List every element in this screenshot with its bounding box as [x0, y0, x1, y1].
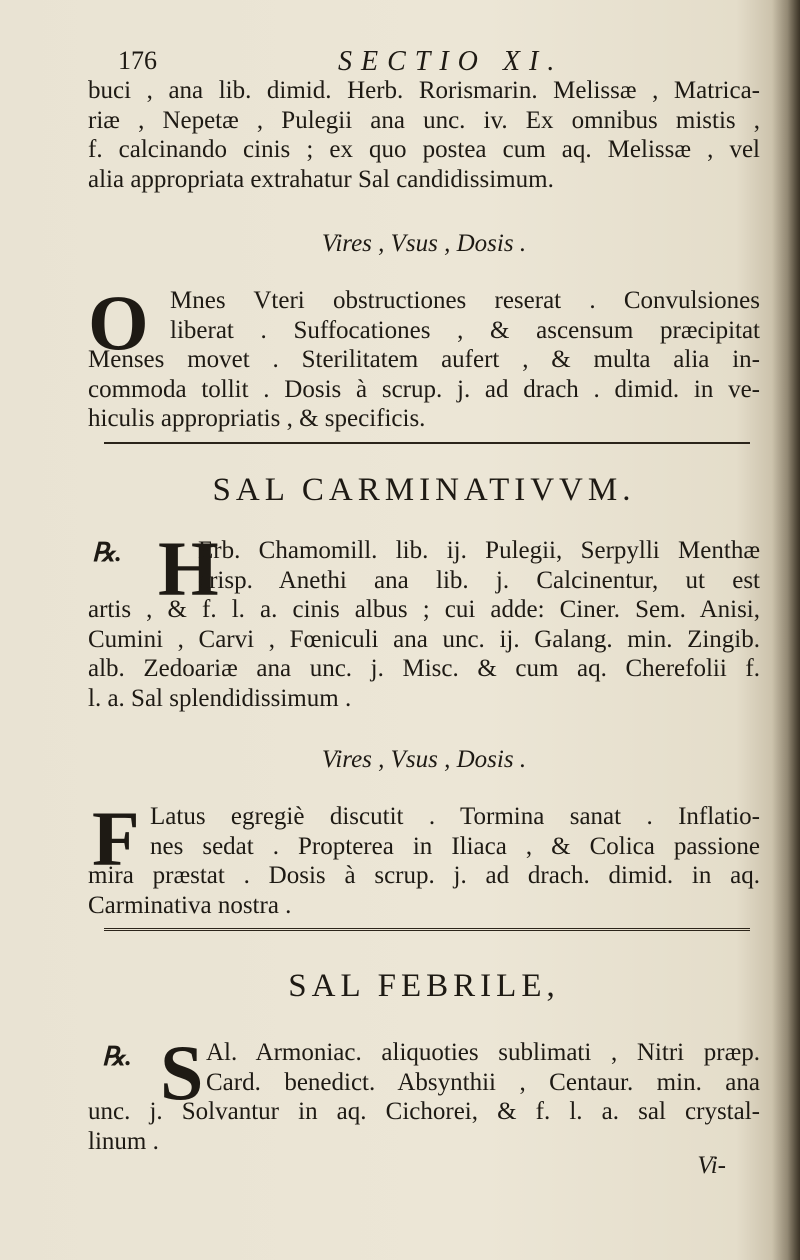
text-line: linum . [88, 1127, 159, 1155]
carminativum-vires-paragraph [88, 795, 760, 920]
recipe-sign: ℞. [102, 1042, 132, 1071]
text-line: unc. j. Solvantur in aq. Cichorei, & f. l. a. sal crystal- [88, 1098, 760, 1126]
section-subhead: Vires , Vsus , Dosis . [321, 746, 527, 773]
carminativum-recipe [88, 536, 760, 714]
catchword: Vi- [697, 1152, 726, 1179]
text-line: alb. Zedoariæ ana unc. j. Misc. & cum aq. Cherefolii f. [88, 655, 760, 683]
drop-cap: F [92, 795, 140, 882]
text-line: alia appropriata extrahatur Sal candidissimum. [88, 165, 554, 193]
section-divider [104, 928, 750, 933]
text-line: commoda tollit . Dosis à scrup. j. ad drach . dimid. in ve- [88, 375, 760, 403]
page-number: 176 [118, 46, 157, 75]
text-line: crisp. Anethi ana lib. j. Calcinentur, ut est [198, 566, 760, 594]
text-line: Erb. Chamomill. lib. ij. Pulegii, Serpylli Menthæ [198, 537, 760, 564]
recipe-sign: ℞. [92, 538, 122, 567]
drop-cap: H [158, 525, 219, 612]
text-line: Mnes Vteri obstructiones reserat . Convulsiones [170, 287, 760, 314]
text-line: nes sedat . Propterea in Iliaca , & Colica passione [150, 832, 760, 860]
section-subhead: Vires , Vsus , Dosis . [321, 230, 527, 257]
text-line: Cumini , Carvi , Fœniculi ana unc. ij. Galang. min. Zingib. [88, 625, 760, 653]
section-title: SAL CARMINATIVVM. [212, 472, 636, 508]
text-line: mira præstat . Dosis à scrup. j. ad drach. dimid. in aq. [88, 862, 760, 890]
text-line: buci , ana lib. dimid. Herb. Rorismarin. Melissæ , Matrica- [88, 77, 760, 104]
text-line: Card. benedict. Absynthii , Centaur. min. ana [206, 1068, 760, 1096]
section-divider [104, 442, 750, 444]
section-title: SAL FEBRILE, [288, 968, 560, 1004]
text-line: riæ , Nepetæ , Pulegii ana unc. iv. Ex omnibus mistis , [88, 106, 760, 134]
drop-cap: O [88, 279, 149, 366]
text-line: Al. Armoniac. aliquoties sublimati , Nitri præp. [206, 1039, 760, 1066]
text-line: Latus egregiè discutit . Tormina sanat . Inflatio- [150, 803, 760, 830]
intro-paragraph [88, 76, 760, 194]
text-line: liberat . Suffocationes , & ascensum præcipitat [170, 316, 760, 344]
text-line: f. calcinando cinis ; ex quo postea cum aq. Melissæ , vel [88, 136, 760, 164]
vires-paragraph [88, 279, 760, 434]
text-line: artis , & f. l. a. cinis albus ; cui adde: Ciner. Sem. Anisi, [88, 596, 760, 624]
text-line: l. a. Sal splendidissimum . [88, 684, 352, 712]
drop-cap: S [160, 1029, 204, 1116]
febrile-recipe [88, 1038, 760, 1156]
page-edge [772, 0, 800, 1260]
text-line: hiculis appropriatis , & specificis. [88, 405, 426, 433]
text-line: Carminativa nostra . [88, 891, 292, 919]
text-line: Menses movet . Sterilitatem aufert , & multa alia in- [88, 346, 760, 374]
running-head: SECTIO XI. [338, 46, 564, 77]
